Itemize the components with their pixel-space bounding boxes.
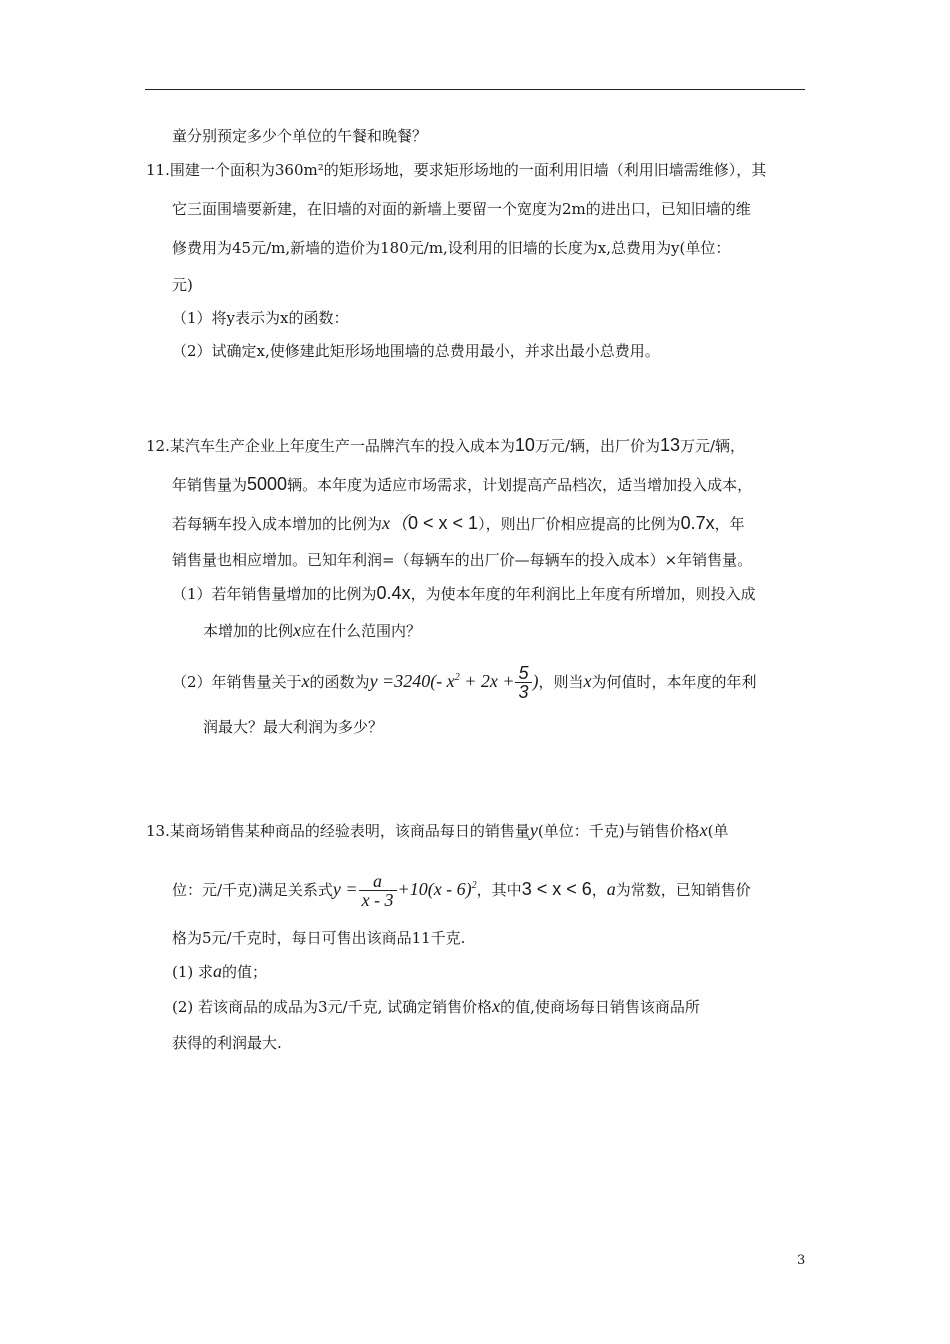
denominator: 3: [518, 682, 529, 703]
text: 为何值时，本年度的年利: [591, 673, 757, 691]
problem-13-question-2: [172, 996, 700, 1017]
formula-part: + 2x +: [459, 671, 515, 691]
formula-part: y =3240(- x: [369, 671, 455, 691]
problem-12-line-1: [146, 435, 745, 456]
math-value: 13: [659, 435, 680, 455]
math-var: a: [213, 961, 223, 981]
formula: [332, 871, 477, 911]
exponent: 2: [454, 672, 460, 683]
formula: [369, 663, 539, 703]
text: 位：元/千克)满足关系式: [172, 881, 333, 899]
text: 应在什么范围内？: [301, 622, 422, 640]
numerator: a: [359, 872, 397, 891]
text: (单位：千克)与销售价格: [537, 822, 700, 840]
problem-11-question-1: （1）将y表示为x的函数：: [172, 309, 349, 327]
math-value: 0.4x: [376, 583, 411, 603]
problem-13-line-2: [172, 866, 751, 910]
text: (单: [707, 822, 729, 840]
text: ，其中: [476, 881, 522, 899]
problem-12-line-4: 销售量也相应增加。已知年利润=（每辆车的出厂价—每辆车的投入成本）×年销售量。: [172, 551, 753, 569]
text: (1) 求: [172, 963, 214, 981]
text: 万元/辆，: [679, 437, 746, 455]
denominator: x - 3: [361, 890, 394, 911]
math-var: y: [529, 820, 538, 840]
problem-12-line-2: [172, 474, 752, 495]
problem-12-question-2: [172, 658, 757, 702]
math-value: 5000: [247, 474, 288, 494]
text: 的值；: [222, 963, 268, 981]
text: 辆。本年度为适应市场需求，计划提高产品档次，适当增加投入成本，: [287, 476, 753, 494]
text: 本增加的比例: [203, 622, 294, 640]
problem-10-tail: 童分别预定多少个单位的午餐和晚餐？: [172, 127, 428, 145]
math-var: x: [699, 820, 708, 840]
math-var: x: [583, 671, 592, 691]
text: 年销售量为: [172, 476, 248, 494]
text: 13.某商场销售某种商品的经验表明，该商品每日的销售量: [146, 822, 530, 840]
math-var: x: [492, 996, 501, 1016]
math-var: a: [606, 879, 616, 899]
math-inequality: 3 < x < 6: [521, 879, 592, 899]
problem-12-question-2-cont: 润最大？最大利润为多少？: [203, 718, 384, 736]
text: ，: [591, 881, 607, 899]
text: 的值,使商场每日销售该商品所: [500, 998, 700, 1016]
text: ），则出厂价相应提高的比例为: [478, 515, 681, 533]
math-inequality: 0 < x < 1: [408, 513, 479, 533]
text: 若每辆车投入成本增加的比例为: [172, 515, 383, 533]
problem-11-line-4: 元): [172, 276, 193, 294]
problem-11-question-2: （2）试确定x,使修建此矩形场地围墙的总费用最小，并求出最小总费用。: [172, 342, 660, 360]
problem-13-line-3: 格为5元/千克时，每日可售出该商品11千克.: [172, 929, 466, 947]
math-var: x: [293, 620, 302, 640]
text: (2) 若该商品的成品为3元/千克, 试确定销售价格: [172, 998, 493, 1016]
math-value: 10: [514, 435, 535, 455]
header-rule: [145, 89, 805, 90]
text: 的函数为: [309, 673, 370, 691]
fraction: [515, 664, 531, 701]
problem-12-question-1-cont: [203, 620, 421, 641]
text: （1）若年销售量增加的比例为: [172, 585, 377, 603]
problem-11-line-1: 11.围建一个面积为360m²的矩形场地，要求矩形场地的一面利用旧墙（利用旧墙需维修），其: [146, 161, 767, 179]
problem-13-line-1: [146, 820, 728, 841]
problem-12-line-3: [172, 513, 745, 534]
problem-11-line-3: 修费用为45元/m,新墙的造价为180元/m,设利用的旧墙的长度为x,总费用为y(单位：: [172, 239, 731, 257]
text: 万元/辆，出厂价为: [534, 437, 660, 455]
text: 为常数，已知销售价: [615, 881, 751, 899]
formula-part: ): [532, 671, 539, 691]
formula-part: +10(x - 6): [397, 879, 472, 899]
formula-part: y =: [332, 879, 358, 899]
math-var: x: [301, 671, 310, 691]
math-var: x（: [382, 513, 409, 533]
text: ，年: [714, 515, 745, 533]
problem-12-question-1: [172, 583, 756, 604]
page-number: 3: [797, 1253, 806, 1268]
text: ，为使本年度的年利润比上年度有所增加，则投入成: [410, 585, 756, 603]
fraction: [359, 872, 397, 909]
text: 12.某汽车生产企业上年度生产一品牌汽车的投入成本为: [146, 437, 515, 455]
text: （2）年销售量关于: [172, 673, 302, 691]
problem-13-question-2-cont: 获得的利润最大.: [172, 1034, 282, 1052]
numerator: 5: [515, 664, 531, 683]
problem-13-question-1: [172, 961, 267, 982]
problem-11-line-2: 它三面围墙要新建，在旧墙的对面的新墙上要留一个宽度为2m的进出口，已知旧墙的维: [172, 200, 751, 218]
text: ，则当: [538, 673, 584, 691]
math-value: 0.7x: [680, 513, 715, 533]
exponent: 2: [471, 880, 477, 891]
